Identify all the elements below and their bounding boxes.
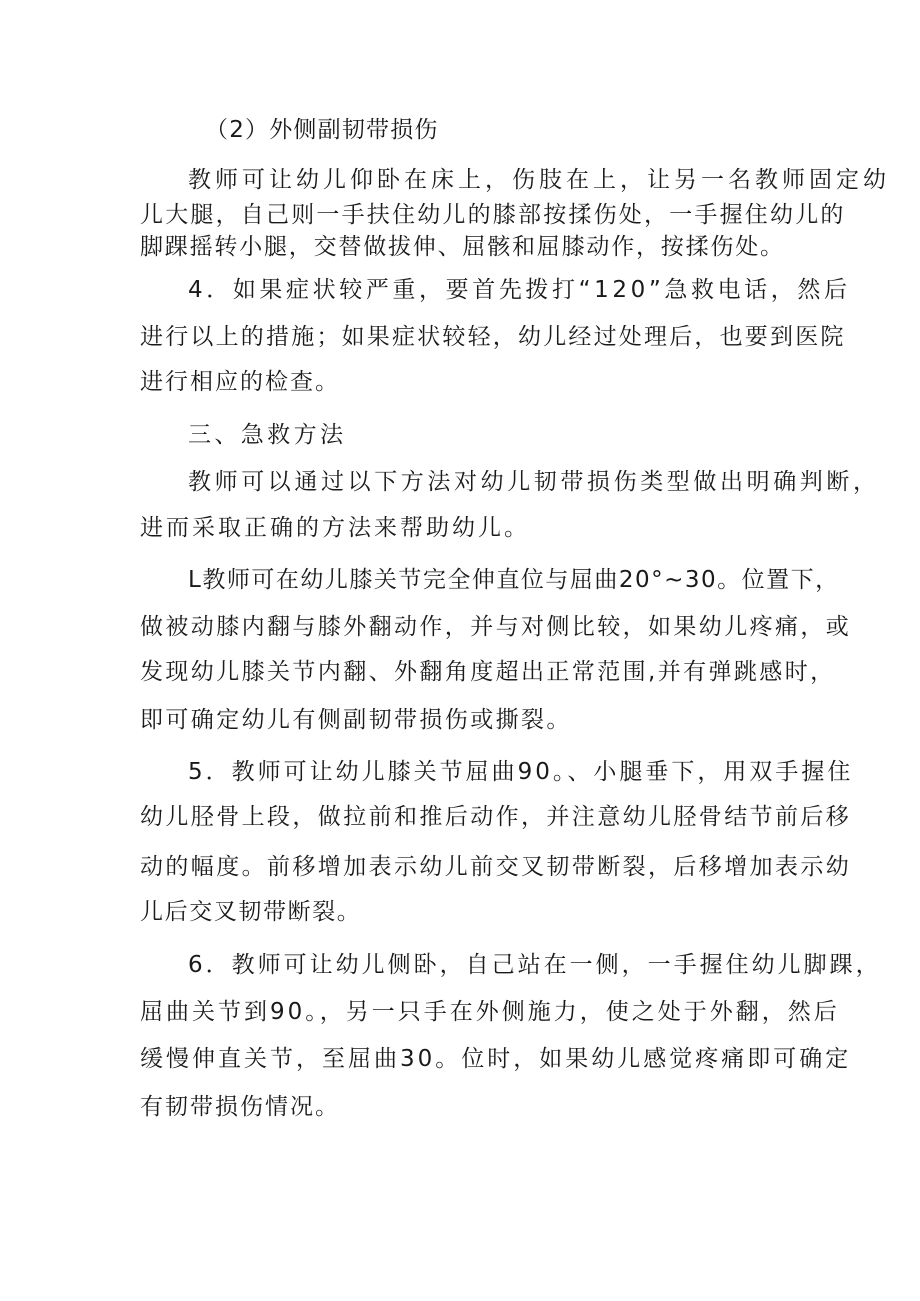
text-line: 6．教师可让幼儿侧卧，自己站在一侧，一手握住幼儿脚踝， (188, 952, 882, 978)
text-line: 即可确定幼儿有侧副韧带损伤或撕裂。 (140, 707, 572, 733)
text-line: 4．如果症状较严重，要首先拨打“120”急救电话，然后 (188, 277, 851, 303)
text-line: 做被动膝内翻与膝外翻动作，并与对侧比较，如果幼儿疼痛，或 (140, 614, 852, 640)
text-line: 发现幼儿膝关节内翻、外翻角度超出正常范围,并有弹跳感时， (140, 659, 836, 685)
text-line: 进行以上的措施；如果症状较轻，幼儿经过处理后，也要到医院 (140, 324, 846, 350)
text-line: 动的幅度。前移增加表示幼儿前交叉韧带断裂，后移增加表示幼 (140, 854, 852, 880)
text-line: 5．教师可让幼儿膝关节屈曲90。、小腿垂下，用双手握住 (188, 759, 854, 785)
text-line: 儿大腿，自己则一手扶住幼儿的膝部按揉伤处，一手握住幼儿的 (140, 202, 846, 228)
text-line: 幼儿胫骨上段，做拉前和推后动作，并注意幼儿胫骨结节前后移 (140, 804, 852, 830)
text-line: 教师可以通过以下方法对幼儿韧带损伤类型做出明确判断， (188, 469, 880, 495)
text-line: 有韧带损伤情况。 (140, 1094, 340, 1120)
text-line: 进行相应的检查。 (140, 369, 340, 395)
text-line: 进而采取正确的方法来帮助幼儿。 (140, 515, 530, 541)
text-line: 缓慢伸直关节，至屈曲30。位时，如果幼儿感觉疼痛即可确定 (140, 1046, 852, 1072)
text-line: 脚踝摇转小腿，交替做拔伸、屈骸和屈膝动作，按揉伤处。 (140, 234, 785, 260)
text-line: L教师可在幼儿膝关节完全伸直位与屈曲20°~30。位置下， (188, 567, 840, 593)
section-heading-first-aid: 三、急救方法 (188, 422, 347, 448)
subheading-lateral-ligament: （2）外侧副韧带损伤 (205, 117, 439, 143)
text-line: 屈曲关节到90。，另一只手在外侧施力，使之处于外翻，然后 (140, 999, 840, 1025)
text-line: 教师可让幼儿仰卧在床上，伤肢在上，让另一名教师固定幼 (188, 167, 890, 193)
text-line: 儿后交叉韧带断裂。 (140, 899, 362, 925)
